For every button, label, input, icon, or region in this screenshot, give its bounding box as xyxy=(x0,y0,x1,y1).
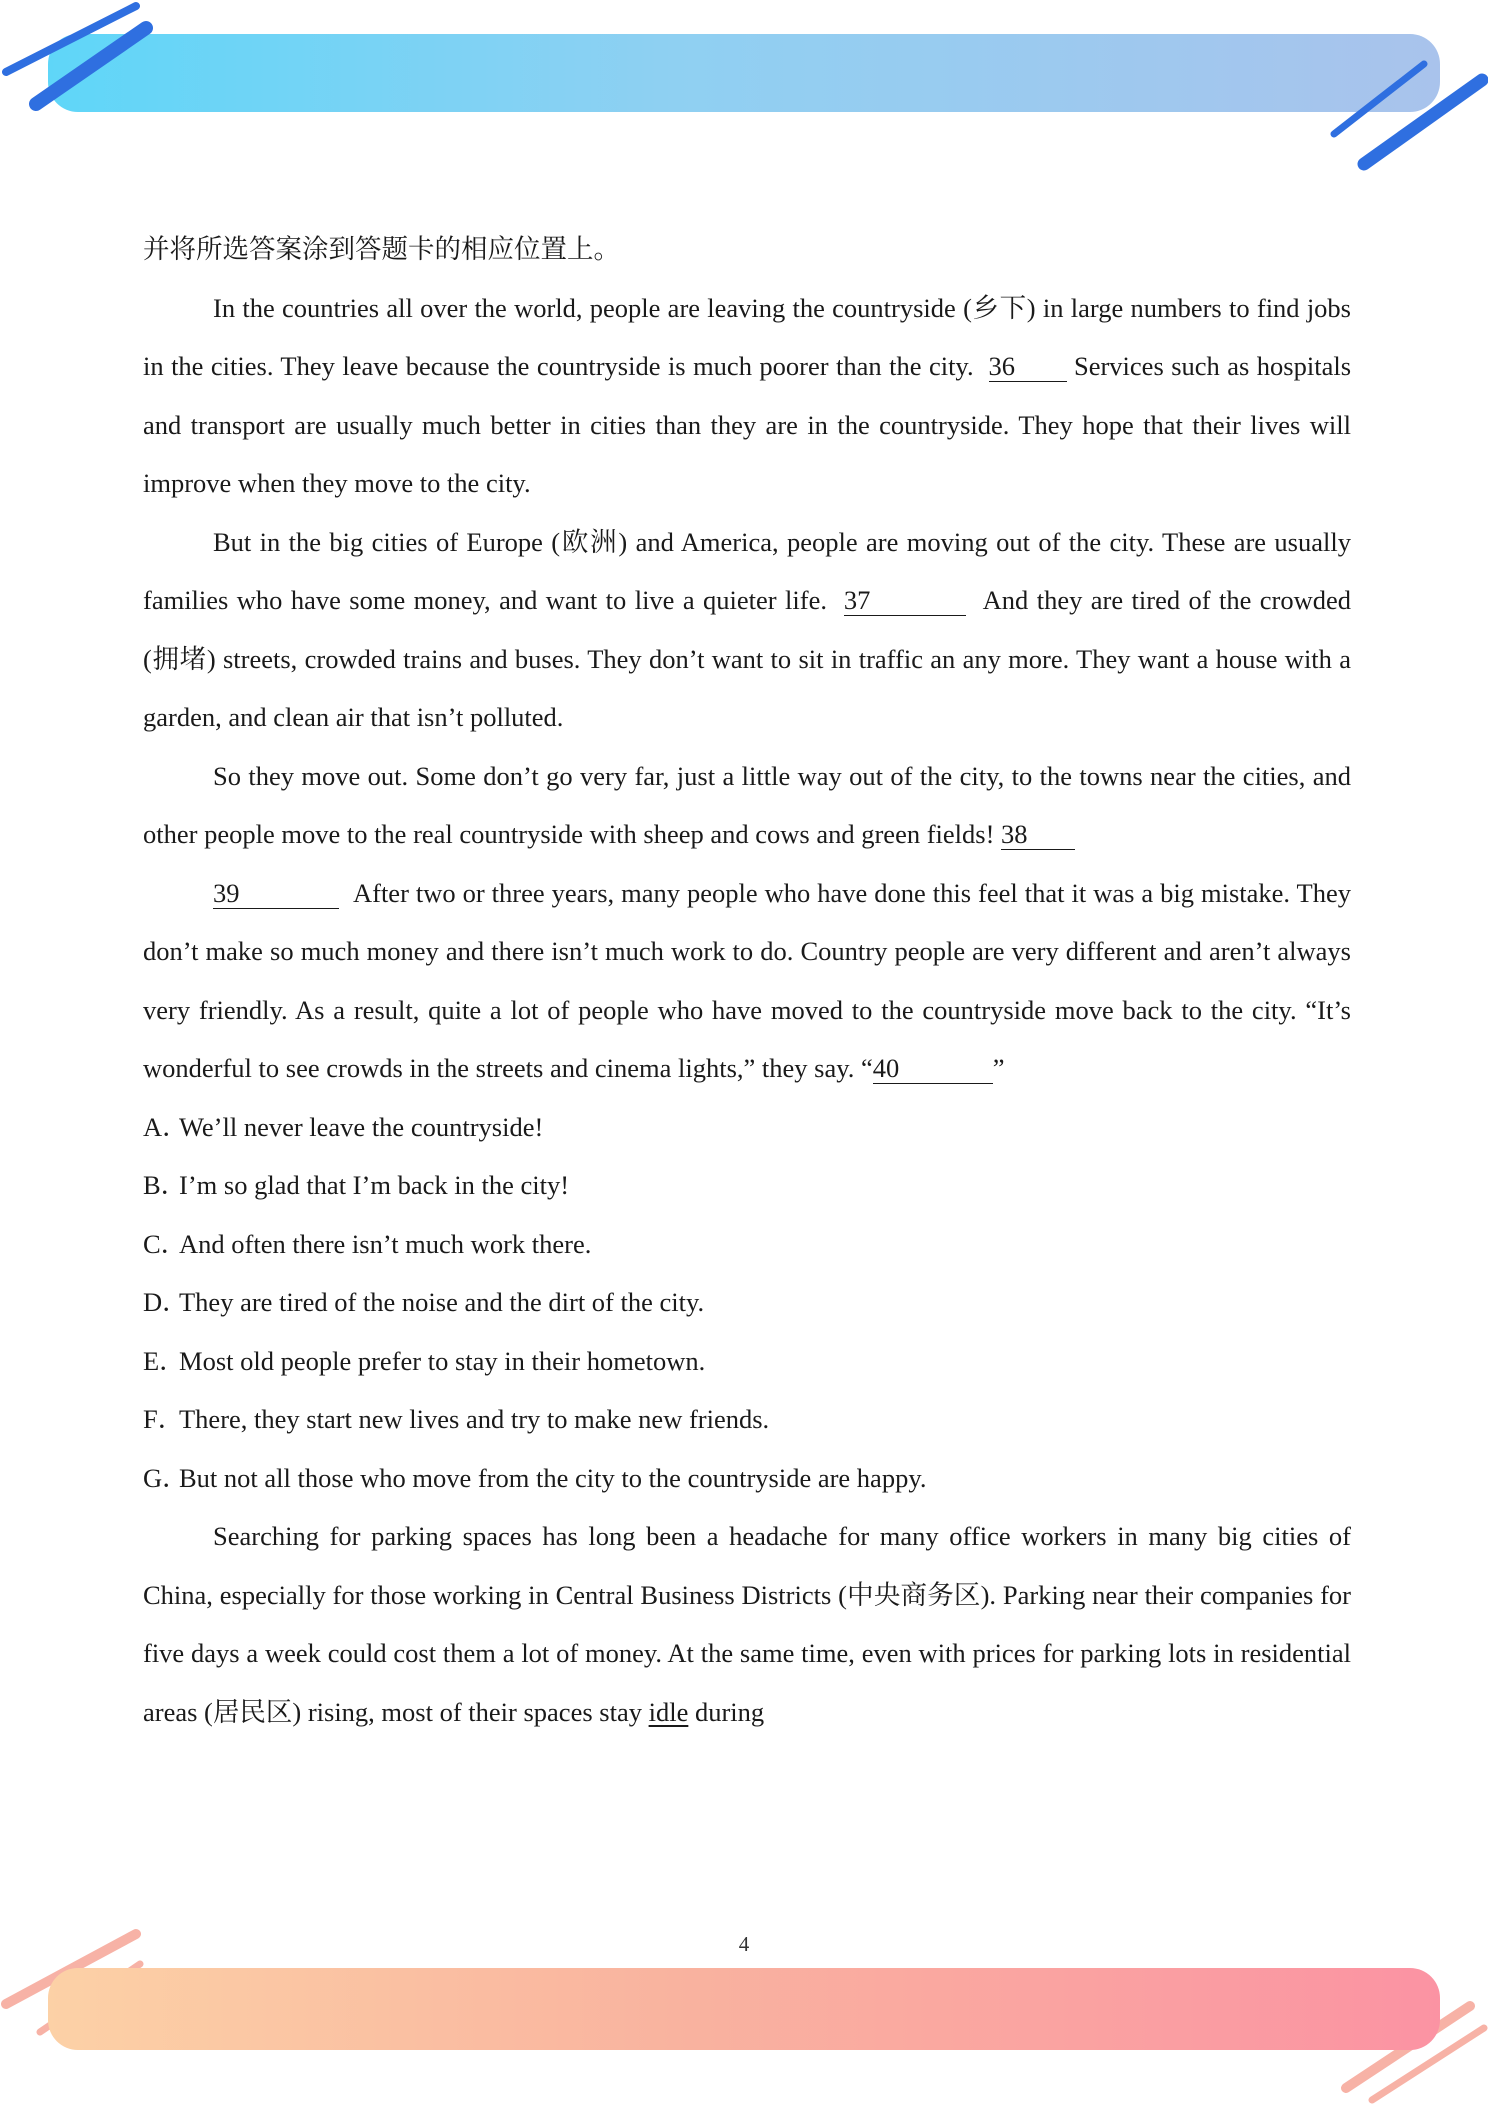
blank-39: 39 xyxy=(213,878,339,909)
option-c: C．And often there isn’t much work there. xyxy=(143,1228,592,1259)
underlined-word: idle xyxy=(648,1696,689,1727)
top-left-stripe-2 xyxy=(36,28,146,104)
options-list xyxy=(143,1098,1351,1508)
option-a: A．We’ll never leave the countryside! xyxy=(143,1111,544,1142)
document-body xyxy=(143,220,1351,1741)
footer-banner xyxy=(48,1968,1440,2050)
paragraph-1: In the countries all over the world, people are leaving the countryside (乡下) in large numbers to find jobs in the cities. They leave because the countryside is much poorer than the city. 36 Services such as hospitals and transport are usually much better in cities than they are in the countryside. They hope that their lives will improve when they move to the city. xyxy=(143,292,1352,498)
paragraph-5: Searching for parking spaces has long been a headache for many office workers in many big cities of China, especially for those working in Central Business Districts (中央商务区). Parking near their companies for five days a week could cost them a lot of money. At the same time, even with prices for parking lots in residential areas (居民区) rising, most of their spaces stay idle during xyxy=(143,1521,1351,1727)
top-left-stripe-1 xyxy=(6,6,136,72)
paragraph-4: 39 After two or three years, many people who have done this feel that it was a big mistake. They don’t make so much money and there isn’t much work to do. Country people are very different and aren’t always very friendly. As a result, quite a lot of people who have moved to the countryside move back to the city. “It’s wonderful to see crowds in the streets and cinema lights,” they say. “40 ” xyxy=(143,877,1351,1083)
paragraph-2: But in the big cities of Europe (欧洲) and America, people are moving out of the city. These are usually families who have some money, and want to live a quieter life. 37 And they are tired of the crowded (拥堵) streets, crowded trains and buses. They don’t want to sit in traffic an any more. They want a house with a garden, and clean air that isn’t polluted. xyxy=(143,526,1352,732)
option-g: G．But not all those who move from the city to the countryside are happy. xyxy=(143,1462,927,1493)
option-e: E．Most old people prefer to stay in their hometown. xyxy=(143,1345,706,1376)
blank-38: 38 xyxy=(1001,819,1075,850)
option-d: D．They are tired of the noise and the dirt of the city. xyxy=(143,1287,705,1317)
blank-36: 36 xyxy=(989,351,1067,382)
blank-40: 40 xyxy=(873,1053,993,1084)
option-b: B．I’m so glad that I’m back in the city! xyxy=(143,1170,570,1200)
option-f: F．There, they start new lives and try to make new friends. xyxy=(143,1404,770,1434)
blank-37: 37 xyxy=(844,585,966,616)
paragraph-3: So they move out. Some don’t go very far, just a little way out of the city, to the towns near the cities, and other people move to the real countryside with sheep and cows and green fields! 38 xyxy=(143,760,1351,849)
instruction-line: 并将所选答案涂到答题卡的相应位置上。 xyxy=(143,234,620,264)
page-number: 4 xyxy=(738,1932,750,1956)
